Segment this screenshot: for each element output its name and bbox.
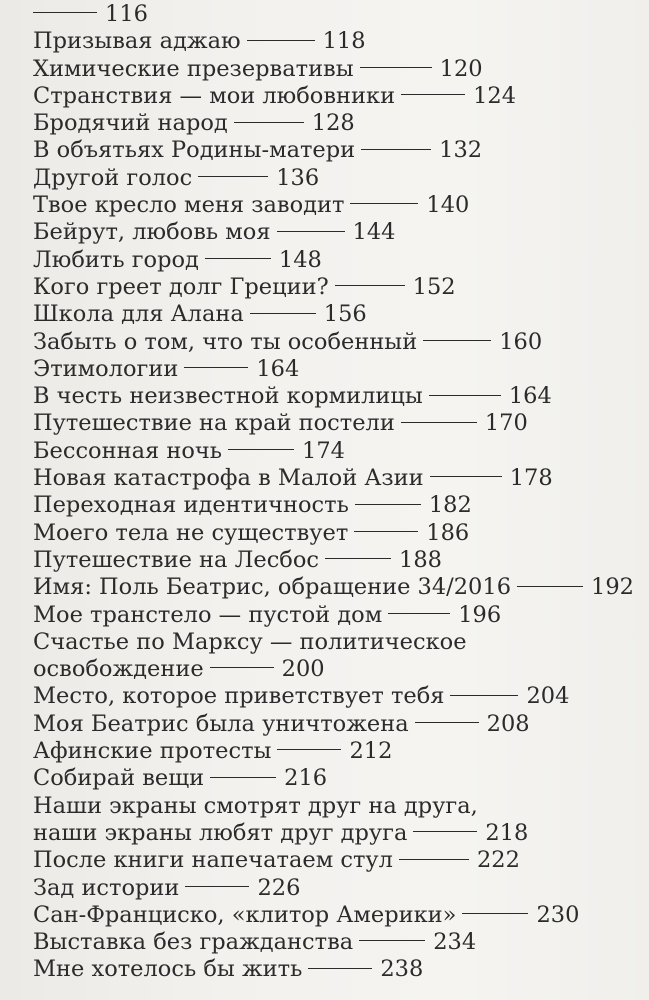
toc-entry-line (33, 410, 633, 437)
toc-entry-line (33, 711, 633, 738)
toc-page-number: 192 (591, 574, 634, 601)
toc-entry-title: Мое транстело — пустой дом (33, 601, 383, 628)
toc-page-number: 216 (284, 765, 328, 792)
toc-leader-dash (401, 422, 477, 423)
toc-entry (33, 602, 633, 629)
toc-entry-line (33, 356, 633, 383)
toc-leader-dash (247, 40, 315, 41)
toc-leader-dash (350, 203, 418, 204)
toc-page-number: 152 (412, 273, 456, 300)
toc-entry-title: Собирай вещи (33, 765, 205, 792)
toc-entry-title: Бессонная ночь (33, 437, 223, 464)
toc-page-number: 208 (486, 710, 530, 737)
toc-page-number: 116 (105, 1, 148, 27)
toc-entry-line (33, 383, 633, 410)
toc-leader-dash (234, 122, 304, 123)
toc-entry (33, 520, 633, 547)
toc-entry-line (33, 656, 633, 683)
toc-page-number: 124 (473, 82, 517, 109)
toc-leader-dash (450, 695, 518, 696)
toc-leader-dash (184, 367, 248, 368)
toc-leader-dash (429, 395, 501, 396)
toc-page-number: 182 (428, 492, 472, 519)
toc-page-number: 148 (278, 246, 322, 273)
toc-page-number: 120 (439, 55, 483, 82)
toc-page-number: 174 (302, 437, 345, 464)
toc-entry (33, 738, 633, 765)
toc-entry (33, 356, 633, 383)
toc-entry-title: Школа для Алана (33, 301, 244, 328)
toc-entry-line (33, 629, 633, 656)
toc-entry (33, 574, 633, 601)
toc-entry (33, 56, 633, 83)
toc-entry-title: Призывая аджаю (33, 28, 241, 55)
toc-entry (33, 847, 633, 874)
toc-entry-line (33, 28, 633, 55)
toc-page-number: 164 (256, 355, 300, 382)
toc-page-number: 218 (485, 819, 529, 846)
toc-leader-dash (354, 531, 418, 532)
toc-entry-title: наши экраны любят друг друга (33, 819, 408, 846)
toc-leader-dash (413, 831, 477, 832)
toc-page-number: 156 (323, 301, 367, 328)
toc-page-number: 118 (322, 28, 366, 55)
toc-entry (33, 274, 633, 301)
toc-page-number: 140 (426, 192, 470, 219)
toc-entry (33, 629, 633, 684)
toc-entry-line (33, 301, 633, 328)
toc-entry-line (33, 219, 633, 246)
toc-entry-title: освобождение (33, 656, 204, 683)
toc-entry-title: Бродячий народ (33, 110, 228, 137)
toc-entry-title: Зад истории (33, 874, 180, 901)
toc-entry (33, 465, 633, 492)
toc-entry-line (33, 765, 633, 792)
toc-entry-line (33, 192, 633, 219)
toc-entry-line (33, 165, 633, 192)
toc-entry (33, 165, 633, 192)
toc-leader-dash (210, 777, 276, 778)
toc-page-number: 222 (476, 847, 520, 874)
toc-page-number: 170 (484, 410, 528, 437)
toc-page-number: 238 (380, 956, 424, 983)
toc-entry-title: Химические презервативы (33, 55, 354, 82)
toc-leader-dash (361, 149, 431, 150)
toc-entry-title: Любить город (33, 246, 199, 273)
toc-leader-dash (205, 258, 271, 259)
toc-entry-line (33, 683, 633, 710)
toc-page-number: 226 (257, 874, 301, 901)
toc-entry-title: Этимологии (33, 355, 179, 382)
toc-entry-line (33, 847, 633, 874)
toc-entry (33, 192, 633, 219)
toc-page-number: 204 (526, 683, 570, 710)
toc-entry-line (33, 902, 633, 929)
toc-leader-dash (462, 913, 528, 914)
toc-entry-title: Бейрут, любовь моя (33, 219, 271, 246)
toc-entry-line (33, 820, 633, 847)
toc-entry-title: Другой голос (33, 164, 193, 191)
toc-entry (33, 329, 633, 356)
toc-entry-title: Место, которое приветствует тебя (33, 683, 445, 710)
toc-leader-dash (228, 449, 294, 450)
toc-leader-dash (355, 504, 421, 505)
toc-leader-dash (277, 749, 341, 750)
toc-page-number: 132 (439, 137, 483, 164)
toc-entry (33, 547, 633, 574)
toc-page-number: 212 (349, 738, 393, 765)
toc-leader-dash (277, 231, 345, 232)
toc-entry-line (33, 1, 633, 28)
toc-entry-line (33, 574, 633, 601)
toc-leader-dash (325, 558, 391, 559)
toc-page-number: 230 (536, 901, 580, 928)
toc-entry-line (33, 602, 633, 629)
toc-page-number: 136 (276, 164, 320, 191)
toc-entry-title: Переходная идентичность (33, 492, 349, 519)
toc-leader-dash (359, 940, 425, 941)
toc-entry-line (33, 83, 633, 110)
toc-leader-dash (430, 476, 502, 477)
table-of-contents (33, 1, 633, 984)
toc-leader-dash (33, 12, 97, 13)
toc-entry-line (33, 875, 633, 902)
toc-entry (33, 929, 633, 956)
toc-entry-line (33, 56, 633, 83)
toc-entry (33, 711, 633, 738)
toc-entry-title: Моего тела не существует (33, 519, 349, 546)
toc-entry-title: Мне хотелось бы жить (33, 956, 303, 983)
toc-entry-line (33, 793, 633, 820)
toc-entry (33, 902, 633, 929)
toc-entry (33, 83, 633, 110)
toc-page-number: 234 (433, 929, 477, 956)
toc-entry-title: Кого греет долг Греции? (33, 273, 329, 300)
toc-page-number: 186 (426, 519, 470, 546)
toc-entry (33, 410, 633, 437)
toc-entry-line (33, 520, 633, 547)
toc-entry (33, 683, 633, 710)
toc-entry-title: Забыть о том, что ты особенный (33, 328, 418, 355)
toc-entry-title: Твое кресло меня заводит (33, 192, 345, 219)
toc-entry (33, 383, 633, 410)
toc-page-number: 160 (499, 328, 543, 355)
toc-leader-dash (399, 859, 469, 860)
toc-entry-title: После книги напечатаем стул (33, 847, 393, 874)
toc-entry (33, 137, 633, 164)
toc-leader-dash (401, 94, 465, 95)
toc-entry-line (33, 137, 633, 164)
toc-page-number: 178 (509, 465, 553, 492)
toc-entry (33, 492, 633, 519)
toc-entry-line (33, 547, 633, 574)
toc-entry (33, 110, 633, 137)
toc-leader-dash (210, 667, 274, 668)
toc-entry-title: Афинские протесты (33, 738, 272, 765)
toc-entry (33, 793, 633, 848)
toc-leader-dash (335, 285, 405, 286)
toc-leader-dash (423, 340, 491, 341)
toc-entry (33, 28, 633, 55)
toc-entry-title: В честь неизвестной кормилицы (33, 383, 423, 410)
toc-entry-title: Сан-Франциско, «клитор Америки» (33, 901, 457, 928)
toc-entry (33, 875, 633, 902)
toc-entry-title: Имя: Поль Беатрис, обращение 34/2016 (33, 574, 512, 601)
toc-leader-dash (517, 586, 583, 587)
toc-entry-title: Новая катастрофа в Малой Азии (33, 465, 424, 492)
toc-entry-title: Путешествие на край постели (33, 410, 395, 437)
toc-entry-line (33, 465, 633, 492)
toc-entry-line (33, 329, 633, 356)
toc-entry-line (33, 929, 633, 956)
toc-entry-line (33, 110, 633, 137)
toc-entry-title: Наши экраны смотрят друг на друга, (33, 792, 478, 819)
toc-entry-title: Моя Беатрис была уничтожена (33, 710, 409, 737)
toc-leader-dash (198, 176, 268, 177)
toc-page-number: 196 (458, 601, 502, 628)
toc-leader-dash (415, 722, 479, 723)
toc-entry (33, 1, 633, 28)
toc-page-number: 164 (508, 383, 552, 410)
toc-entry (33, 765, 633, 792)
toc-leader-dash (250, 313, 316, 314)
toc-leader-dash (308, 968, 372, 969)
toc-entry-title: Путешествие на Лесбос (33, 546, 319, 573)
toc-leader-dash (185, 886, 249, 887)
toc-entry (33, 438, 633, 465)
toc-entry-line (33, 274, 633, 301)
toc-entry-line (33, 438, 633, 465)
toc-entry (33, 301, 633, 328)
toc-entry (33, 219, 633, 246)
toc-leader-dash (388, 613, 450, 614)
toc-entry-title: В объятьях Родины-матери (33, 137, 356, 164)
toc-leader-dash (360, 67, 432, 68)
toc-entry-line (33, 956, 633, 983)
toc-page-number: 144 (352, 219, 396, 246)
toc-page-number: 188 (399, 546, 442, 573)
toc-page-number: 128 (311, 110, 355, 137)
toc-page-number: 200 (281, 656, 325, 683)
toc-entry-line (33, 492, 633, 519)
toc-entry-title: Странствия — мои любовники (33, 82, 396, 109)
toc-entry-line (33, 738, 633, 765)
toc-entry-title: Выставка без гражданства (33, 929, 354, 956)
toc-entry-line (33, 247, 633, 274)
toc-entry (33, 956, 633, 983)
toc-entry (33, 247, 633, 274)
toc-entry-title: Счастье по Марксу — политическое (33, 628, 467, 655)
